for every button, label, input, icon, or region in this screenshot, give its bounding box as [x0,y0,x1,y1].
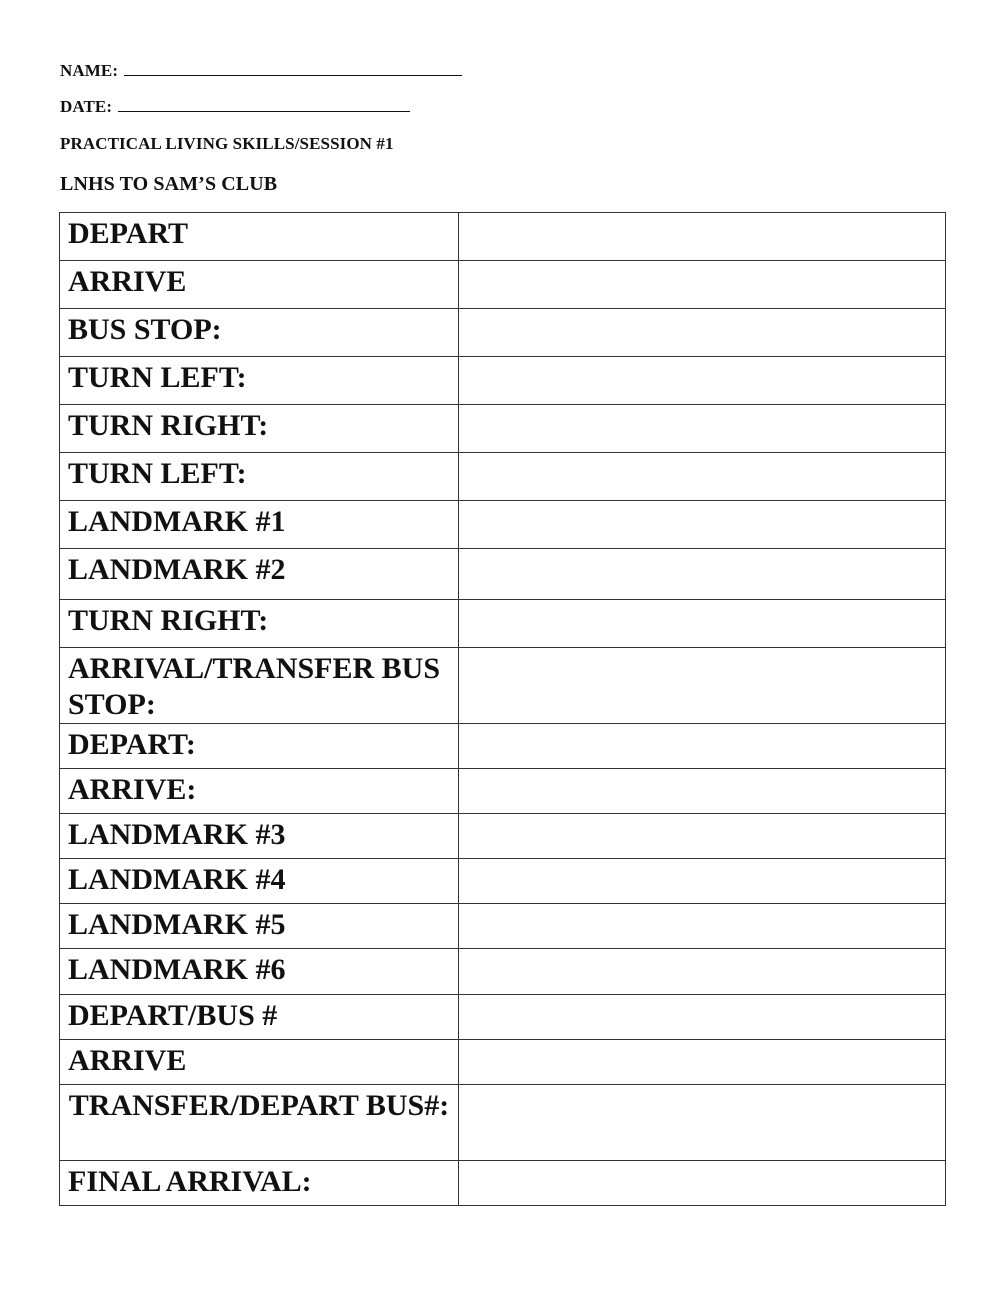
answer-cell[interactable] [459,600,946,648]
answer-cell[interactable] [459,1085,946,1161]
answer-cell[interactable] [459,648,946,724]
table-row [60,648,946,724]
row-label: ARRIVE: [60,769,459,814]
row-label: DEPART/BUS # [60,995,459,1040]
date-label: DATE: [60,97,113,116]
row-label: ARRIVAL/TRANSFER BUS STOP: [60,648,459,724]
answer-cell[interactable] [459,549,946,600]
row-label: FINAL ARRIVAL: [60,1161,459,1206]
table-row [60,213,946,261]
table-row [60,309,946,357]
table-row [60,549,946,600]
table-row [60,357,946,405]
answer-cell[interactable] [459,814,946,859]
row-label: TURN RIGHT: [60,405,459,453]
row-label: ARRIVE [60,1040,459,1085]
answer-cell[interactable] [459,1161,946,1206]
answer-cell[interactable] [459,724,946,769]
answer-cell[interactable] [459,357,946,405]
name-blank-line[interactable] [124,61,462,76]
trip-title: LNHS TO SAM’S CLUB [60,173,278,195]
row-label: TURN RIGHT: [60,600,459,648]
table-row [60,904,946,949]
row-label: LANDMARK #1 [60,501,459,549]
answer-cell[interactable] [459,501,946,549]
name-label: NAME: [60,61,119,80]
row-label: ARRIVE [60,261,459,309]
table-row [60,1161,946,1206]
table-row [60,405,946,453]
route-table [59,212,946,1206]
table-row [60,724,946,769]
answer-cell[interactable] [459,769,946,814]
answer-cell[interactable] [459,995,946,1040]
row-label: LANDMARK #6 [60,949,459,995]
answer-cell[interactable] [459,1040,946,1085]
session-title: PRACTICAL LIVING SKILLS/SESSION #1 [60,134,394,153]
table-row [60,1085,946,1161]
answer-cell[interactable] [459,904,946,949]
table-row [60,501,946,549]
date-blank-line[interactable] [118,97,410,112]
answer-cell[interactable] [459,453,946,501]
answer-cell[interactable] [459,261,946,309]
row-label: TURN LEFT: [60,453,459,501]
row-label: DEPART [60,213,459,261]
table-row [60,769,946,814]
row-label: TURN LEFT: [60,357,459,405]
table-row [60,995,946,1040]
row-label: BUS STOP: [60,309,459,357]
table-row [60,600,946,648]
answer-cell[interactable] [459,859,946,904]
answer-cell[interactable] [459,405,946,453]
table-row [60,949,946,995]
table-row [60,453,946,501]
table-row [60,261,946,309]
row-label: LANDMARK #2 [60,549,459,600]
row-label: LANDMARK #5 [60,904,459,949]
table-row [60,1040,946,1085]
table-row [60,814,946,859]
answer-cell[interactable] [459,213,946,261]
date-field [60,97,410,117]
row-label: DEPART: [60,724,459,769]
answer-cell[interactable] [459,949,946,995]
row-label: TRANSFER/DEPART BUS#: [60,1085,459,1161]
table-row [60,859,946,904]
row-label: LANDMARK #3 [60,814,459,859]
row-label: LANDMARK #4 [60,859,459,904]
answer-cell[interactable] [459,309,946,357]
name-field [60,61,462,81]
